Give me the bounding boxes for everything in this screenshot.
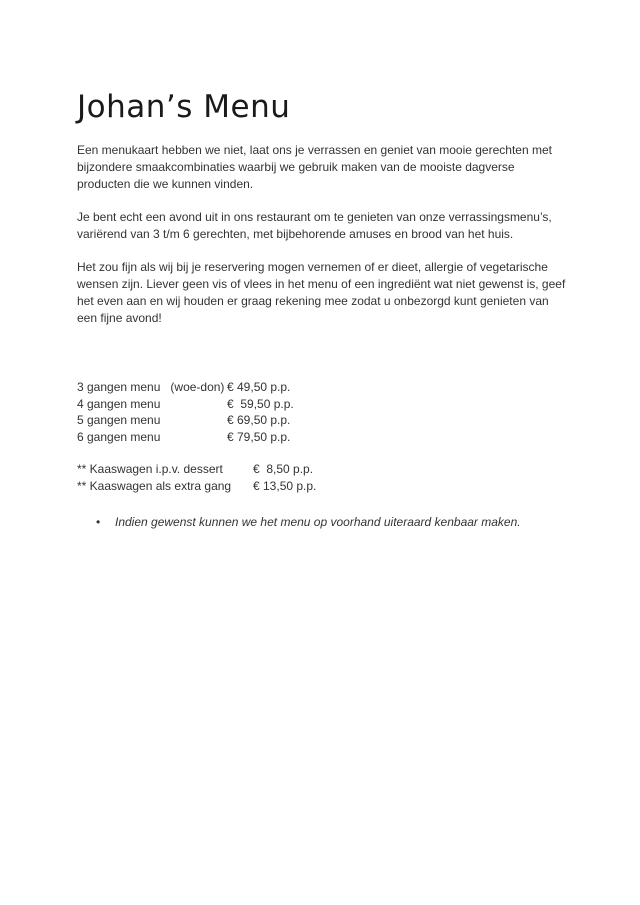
note-item: [96, 514, 567, 531]
menu-price-row: [77, 379, 567, 396]
note-text: Indien gewenst kunnen we het menu op voorhand uiteraard kenbaar maken.: [115, 515, 521, 529]
bullet-icon: •: [96, 515, 101, 529]
note-list: [77, 514, 567, 531]
extra-price-row: [77, 461, 567, 478]
menu-price: € 59,50 p.p.: [227, 396, 294, 411]
extra-price: € 8,50 p.p.: [253, 462, 314, 476]
extras-price-list: [77, 461, 567, 494]
restaurant-paragraph: Je bent echt een avond uit in ons restaurant om te genieten van onze verrassingsmenu’s, variërend van 3 t/m 6 gerechten, met bijbehorende amuses en brood van het huis.: [77, 210, 552, 241]
menu-price: € 49,50 p.p.: [227, 380, 291, 394]
menu-price-row: [77, 396, 567, 413]
menu-label: 5 gangen menu: [77, 413, 161, 427]
menu-price-list: [77, 379, 567, 445]
menu-price-row: [77, 412, 567, 429]
extra-label: ** Kaaswagen i.p.v. dessert: [77, 462, 223, 476]
menu-document: [77, 88, 567, 531]
extra-price: € 13,50 p.p.: [253, 478, 317, 493]
extra-label: ** Kaaswagen als extra gang: [77, 478, 232, 493]
extra-price-row: [77, 478, 567, 495]
menu-label: 6 gangen menu: [77, 429, 161, 444]
menu-price: € 69,50 p.p.: [227, 413, 291, 427]
spacer: [77, 343, 567, 379]
menu-price-row: [77, 429, 567, 446]
menu-label: 4 gangen menu: [77, 396, 161, 411]
dietary-paragraph: Het zou fijn als wij bij je reservering mogen vernemen of er dieet, allergie of vegetarische wensen zijn. Liever geen vis of vlees in het menu of een ingrediënt wat niet gewenst is, geef het even aan en wij houden er graag rekening mee zodat u onbezorgd kunt genieten van een fijne avond!: [77, 260, 566, 325]
menu-price: € 79,50 p.p.: [227, 429, 291, 444]
intro-paragraph: Een menukaart hebben we niet, laat ons je verrassen en geniet van mooie gerechten met bijzondere smaakcombinaties waarbij we gebruik maken van de mooiste dagverse producten die we kunnen vinden.: [77, 143, 552, 191]
page-title: Johan’s Menu: [77, 89, 291, 125]
menu-label: 3 gangen menu (woe-don): [77, 380, 225, 394]
